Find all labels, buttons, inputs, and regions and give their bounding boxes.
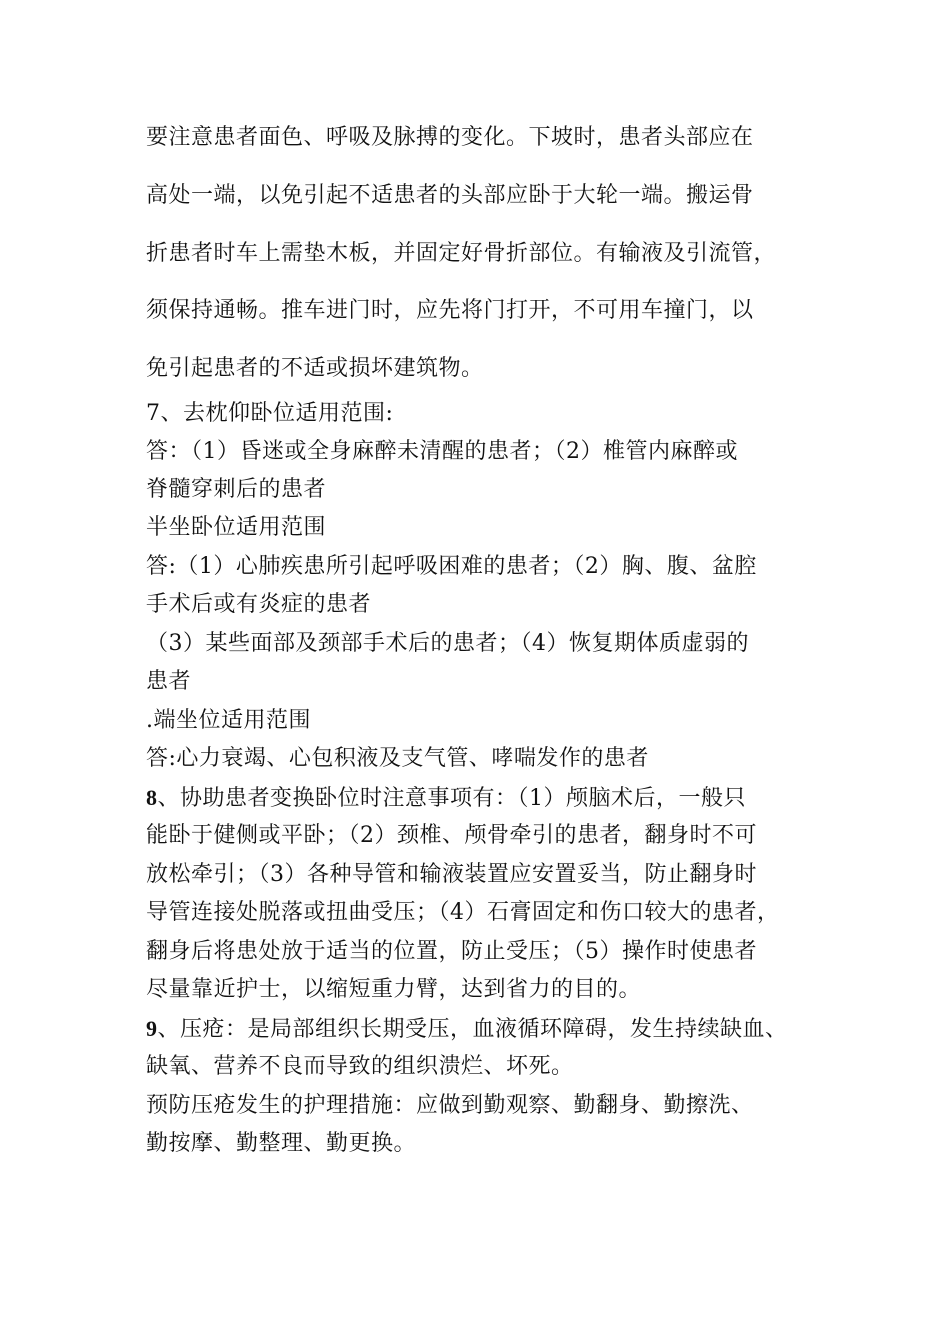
text-line: 高处一端，以免引起不适患者的头部应卧于大轮一端。搬运骨 [146, 183, 754, 208]
section-heading: 7、去枕仰卧位适用范围: [146, 401, 394, 426]
text-line: 放松牵引；（3）各种导管和输液装置应安置妥当，防止翻身时 [146, 862, 757, 887]
list-item-9 [146, 1014, 836, 1045]
text-line: 患者 [146, 669, 192, 694]
text-line: 答:（1）心肺疾患所引起呼吸困难的患者；（2）胸、腹、盆腔 [146, 554, 757, 579]
text-line: 、协助患者变换卧位时注意事项有：（1）颅脑术后，一般只 [157, 786, 746, 811]
text-line: 脊髓穿刺后的患者 [146, 477, 327, 502]
text-line: 导管连接处脱落或扭曲受压；（4）石膏固定和伤口较大的患者， [146, 900, 780, 925]
text-line: 尽量靠近护士，以缩短重力臂，达到省力的目的。 [146, 977, 642, 1002]
section-heading: .端坐位适用范围 [146, 708, 311, 733]
text-line: 能卧于健侧或平卧；（2）颈椎、颅骨牵引的患者，翻身时不可 [146, 823, 757, 848]
text-line: 预防压疮发生的护理措施：应做到勤观察、勤翻身、勤擦洗、 [146, 1093, 754, 1118]
text-line: 须保持通畅。推车进门时，应先将门打开，不可用车撞门，以 [146, 298, 754, 323]
section-heading: 半坐卧位适用范围 [146, 515, 327, 540]
text-line: 要注意患者面色、呼吸及脉搏的变化。下坡时，患者头部应在 [146, 125, 754, 150]
text-line: 缺氧、营养不良而导致的组织溃烂、坏死。 [146, 1054, 574, 1079]
text-line: 翻身后将患处放于适当的位置，防止受压；（5）操作时使患者 [146, 939, 757, 964]
item-number: 8 [146, 785, 158, 810]
text-line: 答:心力衰竭、心包积液及支气管、哮喘发作的患者 [146, 746, 649, 771]
item-number: 9 [146, 1016, 158, 1041]
text-line: （3）某些面部及颈部手术后的患者；（4）恢复期体质虚弱的 [146, 631, 749, 656]
text-line: 手术后或有炎症的患者 [146, 592, 372, 617]
text-line: 答：（1）昏迷或全身麻醉未清醒的患者；（2）椎管内麻醉或 [146, 439, 738, 464]
text-line: 、压疮：是局部组织长期受压，血液循环障碍，发生持续缺血、 [157, 1017, 788, 1042]
text-line: 免引起患者的不适或损坏建筑物。 [146, 356, 484, 381]
text-line: 勤按摩、勤整理、勤更换。 [146, 1131, 417, 1156]
list-item-8 [146, 783, 836, 814]
text-line: 折患者时车上需垫木板，并固定好骨折部位。有输液及引流管， [146, 241, 777, 266]
